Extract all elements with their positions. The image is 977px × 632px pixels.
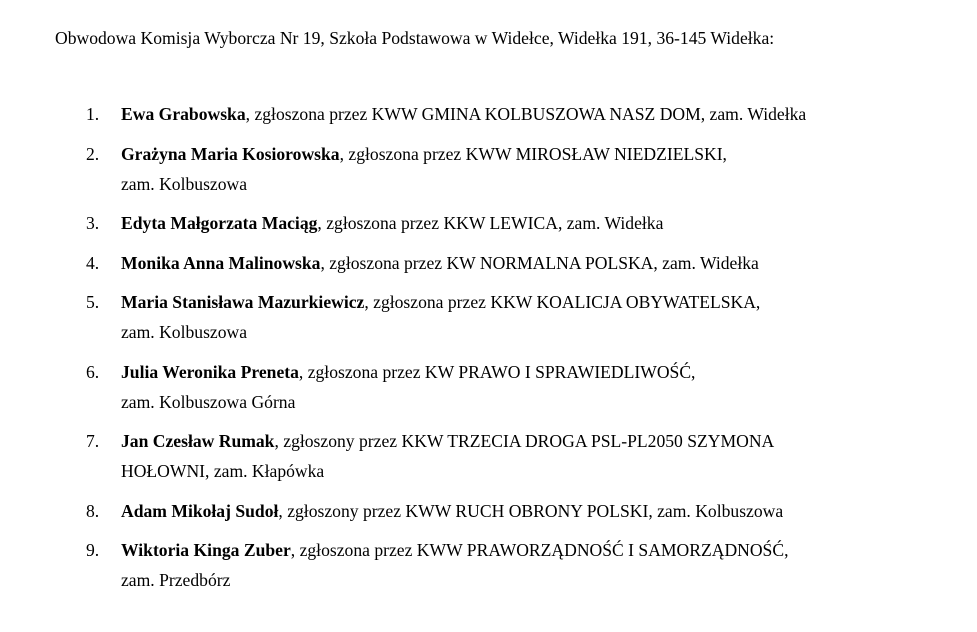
item-line	[121, 248, 966, 278]
member-details: , zgłoszona przez KWW MIROSŁAW NIEDZIELSKI,	[339, 143, 727, 164]
item-line	[121, 139, 966, 169]
list-item	[86, 426, 966, 486]
members-list	[86, 99, 966, 605]
item-number: 2.	[86, 143, 100, 164]
member-name: Monika Anna Malinowska	[121, 252, 321, 273]
member-details: , zgłoszona przez KWW PRAWORZĄDNOŚĆ I SAMORZĄDNOŚĆ,	[290, 540, 789, 560]
item-number: 9.	[86, 540, 100, 560]
member-name: Edyta Małgorzata Maciąg	[121, 213, 318, 233]
member-name: Jan Czesław Rumak	[121, 431, 275, 451]
item-line	[121, 208, 966, 238]
list-item	[86, 208, 966, 238]
member-name: Adam Mikołaj Sudoł	[121, 500, 279, 521]
item-number: 6.	[86, 361, 100, 382]
member-details-continued: HOŁOWNI, zam. Kłapówka	[121, 461, 325, 481]
list-item	[86, 99, 966, 129]
item-number: 1.	[86, 104, 100, 124]
member-details-continued: zam. Kolbuszowa	[121, 322, 248, 342]
member-details: , zgłoszona przez KWW GMINA KOLBUSZOWA NASZ DOM, zam. Widełka	[245, 104, 807, 124]
item-line	[121, 99, 966, 129]
member-name: Grażyna Maria Kosiorowska	[121, 143, 340, 164]
member-details: , zgłoszona przez KKW LEWICA, zam. Widełka	[317, 213, 664, 233]
item-number: 3.	[86, 213, 100, 233]
member-details-continued: zam. Przedbórz	[121, 570, 231, 590]
item-line	[121, 287, 966, 317]
member-name: Maria Stanisława Mazurkiewicz	[121, 292, 365, 312]
member-name: Julia Weronika Preneta	[121, 361, 299, 382]
list-item	[86, 496, 966, 526]
member-details-continued: zam. Kolbuszowa	[121, 173, 248, 194]
member-details: , zgłoszona przez KW NORMALNA POLSKA, zam. Widełka	[320, 252, 759, 273]
list-item	[86, 287, 966, 347]
item-number: 5.	[86, 292, 100, 312]
list-item	[86, 248, 966, 278]
member-details: , zgłoszona przez KW PRAWO I SPRAWIEDLIWOŚĆ,	[298, 361, 696, 382]
item-line	[121, 496, 966, 526]
member-name: Wiktoria Kinga Zuber	[121, 540, 291, 560]
item-number: 8.	[86, 500, 100, 521]
item-number: 4.	[86, 252, 100, 273]
committee-header: Obwodowa Komisja Wyborcza Nr 19, Szkoła Podstawowa w Widełce, Widełka 191, 36-145 Widełka:	[55, 28, 775, 48]
member-details: , zgłoszony przez KWW RUCH OBRONY POLSKI, zam. Kolbuszowa	[278, 500, 784, 521]
member-details-continued: zam. Kolbuszowa Górna	[121, 391, 296, 412]
list-item	[86, 357, 966, 417]
item-line	[121, 357, 966, 387]
item-line	[121, 535, 966, 565]
member-name: Ewa Grabowska	[121, 104, 246, 124]
item-line	[121, 426, 966, 456]
member-details: , zgłoszony przez KKW TRZECIA DROGA PSL-PL2050 SZYMONA	[274, 431, 775, 451]
member-details: , zgłoszona przez KKW KOALICJA OBYWATELSKA,	[364, 292, 761, 312]
list-item	[86, 139, 966, 199]
item-number: 7.	[86, 431, 100, 451]
list-item	[86, 535, 966, 595]
